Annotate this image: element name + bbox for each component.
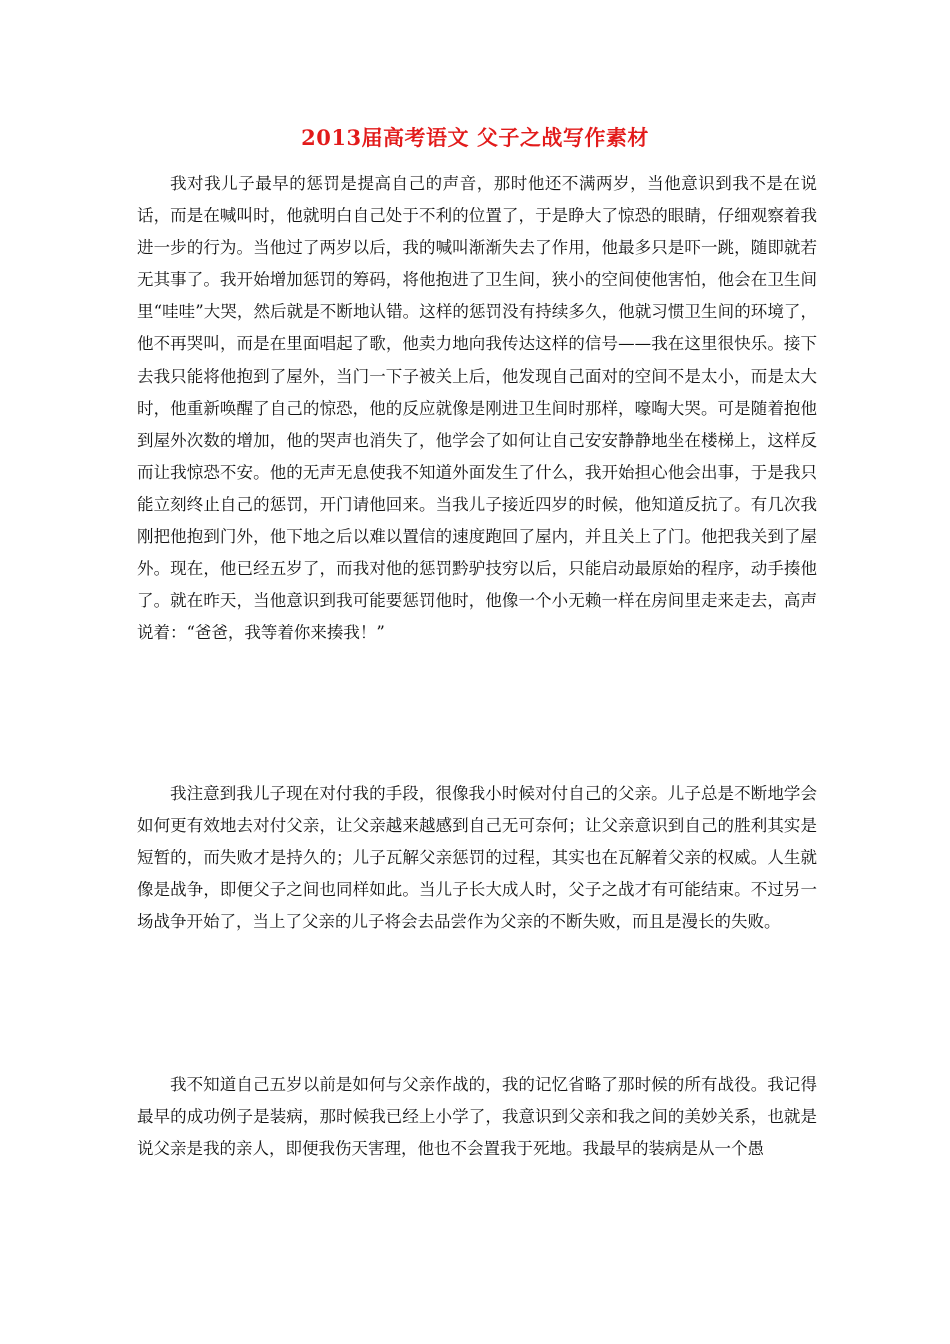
document-title: 2013届高考语文 父子之战写作素材 xyxy=(301,125,649,150)
paragraph-3: 我不知道自己五岁以前是如何与父亲作战的，我的记忆省略了那时候的所有战役。我记得最早的成功例子是装病，那时候我已经上小学了，我意识到父亲和我之间的美妙关系，也就是说父亲是我的亲人，即便我伤天害理，他也不会置我于死地。我最早的装病是从一个愚 xyxy=(137,1075,817,1159)
paragraph-2: 我注意到我儿子现在对付我的手段，很像我小时候对付自己的父亲。儿子总是不断地学会如何更有效地去对付父亲，让父亲越来越感到自己无可奈何；让父亲意识到自己的胜利其实是短暂的，而失败才是持久的；儿子瓦解父亲惩罚的过程，其实也在瓦解着父亲的权威。人生就像是战争，即便父子之间也同样如此。当儿子长大成人时，父子之战才有可能结束。不过另一场战争开始了，当上了父亲的儿子将会去品尝作为父亲的不断失败，而且是漫长的失败。 xyxy=(137,784,817,932)
paragraph-1: 我对我儿子最早的惩罚是提高自己的声音，那时他还不满两岁，当他意识到我不是在说话，而是在喊叫时，他就明白自己处于不利的位置了，于是睁大了惊恐的眼睛，仔细观察着我进一步的行为。当他过了两岁以后，我的喊叫渐渐失去了作用，他最多只是吓一跳，随即就若无其事了。我开始增加惩罚的筹码，将他抱进了卫生间，狭小的空间使他害怕，他会在卫生间里“哇哇”大哭，然后就是不断地认错。这样的惩罚没有持续多久，他就习惯卫生间的环境了，他不再哭叫，而是在里面唱起了歌，他卖力地向我传达这样的信号——我在这里很快乐。接下去我只能将他抱到了屋外，当门一下子被关上后，他发现自己面对的空间不是太小，而是太大时，他重新唤醒了自己的惊恐，他的反应就像是刚进卫生间时那样，嚎啕大哭。可是随着抱他到屋外次数的增加，他的哭声也消失了，他学会了如何让自己安安静静地坐在楼梯上，这样反而让我惊恐不安。他的无声无息使我不知道外面发生了什么，我开始担心他会出事，于是我只能立刻终止自己的惩罚，开门请他回来。当我儿子接近四岁的时候，他知道反抗了。有几次我刚把他抱到门外，他下地之后以难以置信的速度跑回了屋内，并且关上了门。他把我关到了屋外。现在，他已经五岁了，而我对他的惩罚黔驴技穷以后，只能启动最原始的程序，动手揍他了。就在昨天，当他意识到我可能要惩罚他时，他像一个小无赖一样在房间里走来走去，高声说着：“爸爸，我等着你来揍我！” xyxy=(137,174,817,643)
